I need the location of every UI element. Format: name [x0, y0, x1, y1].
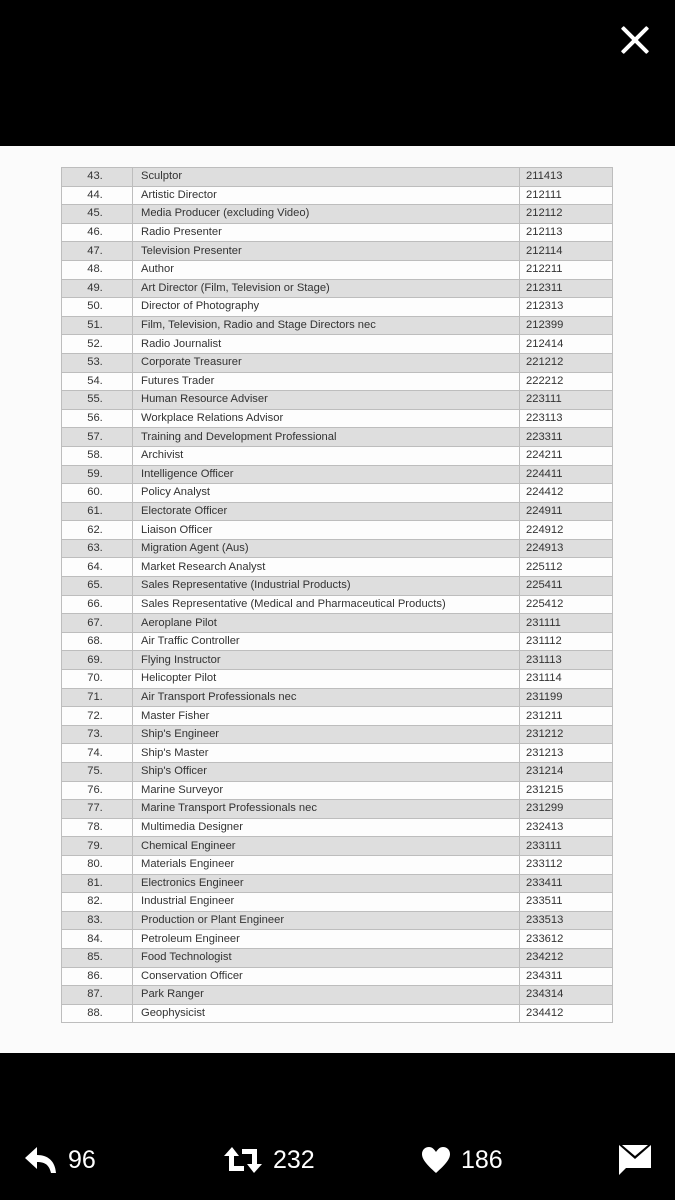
occupation-name: Master Fisher	[133, 707, 520, 726]
occupation-name: Park Ranger	[133, 986, 520, 1005]
table-row	[62, 967, 613, 986]
retweet-button[interactable]	[223, 1130, 315, 1190]
occupation-name: Air Traffic Controller	[133, 632, 520, 651]
occupation-code: 233612	[520, 930, 613, 949]
retweet-icon	[223, 1145, 263, 1175]
occupation-name: Art Director (Film, Television or Stage)	[133, 279, 520, 298]
occupation-code: 232413	[520, 818, 613, 837]
row-number: 80.	[62, 855, 133, 874]
row-number: 78.	[62, 818, 133, 837]
occupation-code: 211413	[520, 168, 613, 187]
occupation-code: 212111	[520, 186, 613, 205]
occupation-name: Television Presenter	[133, 242, 520, 261]
table-row	[62, 391, 613, 410]
table-row	[62, 744, 613, 763]
occupation-code: 225411	[520, 577, 613, 596]
table-row	[62, 409, 613, 428]
row-number: 75.	[62, 763, 133, 782]
row-number: 65.	[62, 577, 133, 596]
occupation-code: 223113	[520, 409, 613, 428]
row-number: 45.	[62, 205, 133, 224]
occupation-name: Human Resource Adviser	[133, 391, 520, 410]
row-number: 58.	[62, 446, 133, 465]
row-number: 43.	[62, 168, 133, 187]
row-number: 63.	[62, 539, 133, 558]
occupation-code: 225112	[520, 558, 613, 577]
table-row	[62, 855, 613, 874]
occupation-name: Air Transport Professionals nec	[133, 688, 520, 707]
row-number: 47.	[62, 242, 133, 261]
row-number: 59.	[62, 465, 133, 484]
row-number: 52.	[62, 335, 133, 354]
table-row	[62, 558, 613, 577]
row-number: 69.	[62, 651, 133, 670]
occupation-code: 225412	[520, 595, 613, 614]
table-row	[62, 502, 613, 521]
table-row	[62, 893, 613, 912]
row-number: 77.	[62, 800, 133, 819]
row-number: 49.	[62, 279, 133, 298]
table-row	[62, 279, 613, 298]
occupation-code: 212112	[520, 205, 613, 224]
envelope-icon	[618, 1144, 652, 1176]
occupation-name: Ship's Officer	[133, 763, 520, 782]
occupation-name: Artistic Director	[133, 186, 520, 205]
table-row	[62, 446, 613, 465]
document-photo[interactable]	[0, 146, 675, 1053]
occupation-code: 231114	[520, 670, 613, 689]
occupation-code: 234311	[520, 967, 613, 986]
occupation-name: Policy Analyst	[133, 484, 520, 503]
occupation-code: 224911	[520, 502, 613, 521]
occupation-name: Futures Trader	[133, 372, 520, 391]
occupation-name: Sales Representative (Medical and Pharmaceutical Products)	[133, 595, 520, 614]
occupation-code: 212211	[520, 260, 613, 279]
occupation-name: Archivist	[133, 446, 520, 465]
occupation-code: 231199	[520, 688, 613, 707]
occupation-code: 223311	[520, 428, 613, 447]
occupation-code: 224411	[520, 465, 613, 484]
table-row	[62, 763, 613, 782]
row-number: 53.	[62, 353, 133, 372]
row-number: 67.	[62, 614, 133, 633]
occupation-name: Geophysicist	[133, 1004, 520, 1023]
row-number: 51.	[62, 316, 133, 335]
row-number: 48.	[62, 260, 133, 279]
table-row	[62, 223, 613, 242]
occupation-code: 212399	[520, 316, 613, 335]
table-row	[62, 521, 613, 540]
table-row	[62, 260, 613, 279]
like-button[interactable]	[421, 1130, 503, 1190]
reply-count: 96	[68, 1145, 96, 1174]
occupation-code: 233513	[520, 911, 613, 930]
occupation-code: 231214	[520, 763, 613, 782]
table-row	[62, 651, 613, 670]
occupation-name: Marine Surveyor	[133, 781, 520, 800]
occupation-code: 224211	[520, 446, 613, 465]
occupation-code: 231213	[520, 744, 613, 763]
occupation-name: Workplace Relations Advisor	[133, 409, 520, 428]
row-number: 81.	[62, 874, 133, 893]
table-row	[62, 186, 613, 205]
table-row	[62, 595, 613, 614]
table-row	[62, 335, 613, 354]
table-row	[62, 168, 613, 187]
occupation-name: Intelligence Officer	[133, 465, 520, 484]
row-number: 60.	[62, 484, 133, 503]
table-row	[62, 911, 613, 930]
occupation-name: Aeroplane Pilot	[133, 614, 520, 633]
occupation-code: 231111	[520, 614, 613, 633]
row-number: 46.	[62, 223, 133, 242]
table-row	[62, 353, 613, 372]
row-number: 86.	[62, 967, 133, 986]
row-number: 82.	[62, 893, 133, 912]
table-row	[62, 316, 613, 335]
table-row	[62, 1004, 613, 1023]
occupation-code: 231212	[520, 725, 613, 744]
like-count: 186	[461, 1145, 503, 1174]
table-row	[62, 707, 613, 726]
occupation-name: Marine Transport Professionals nec	[133, 800, 520, 819]
occupation-name: Chemical Engineer	[133, 837, 520, 856]
occupation-name: Flying Instructor	[133, 651, 520, 670]
occupation-code: 231299	[520, 800, 613, 819]
row-number: 50.	[62, 298, 133, 317]
occupation-name: Film, Television, Radio and Stage Directors nec	[133, 316, 520, 335]
row-number: 70.	[62, 670, 133, 689]
occupation-code: 223111	[520, 391, 613, 410]
table-row	[62, 986, 613, 1005]
table-row	[62, 632, 613, 651]
occupation-code: 233112	[520, 855, 613, 874]
occupation-name: Production or Plant Engineer	[133, 911, 520, 930]
occupation-name: Electorate Officer	[133, 502, 520, 521]
occupation-code: 234212	[520, 948, 613, 967]
row-number: 61.	[62, 502, 133, 521]
table-row	[62, 242, 613, 261]
occupation-name: Sales Representative (Industrial Products)	[133, 577, 520, 596]
table-row	[62, 800, 613, 819]
occupation-name: Radio Journalist	[133, 335, 520, 354]
table-row	[62, 818, 613, 837]
occupation-name: Ship's Engineer	[133, 725, 520, 744]
occupation-code: 231215	[520, 781, 613, 800]
table-row	[62, 298, 613, 317]
row-number: 71.	[62, 688, 133, 707]
table-row	[62, 465, 613, 484]
occupation-name: Multimedia Designer	[133, 818, 520, 837]
row-number: 57.	[62, 428, 133, 447]
table-row	[62, 874, 613, 893]
table-row	[62, 614, 613, 633]
occupation-name: Food Technologist	[133, 948, 520, 967]
occupation-code: 233411	[520, 874, 613, 893]
occupation-name: Author	[133, 260, 520, 279]
row-number: 62.	[62, 521, 133, 540]
row-number: 56.	[62, 409, 133, 428]
table-row	[62, 688, 613, 707]
occupation-code: 234412	[520, 1004, 613, 1023]
occupation-code: 212113	[520, 223, 613, 242]
occupation-name: Ship's Master	[133, 744, 520, 763]
row-number: 55.	[62, 391, 133, 410]
occupation-code: 234314	[520, 986, 613, 1005]
table-row	[62, 372, 613, 391]
occupation-code: 224912	[520, 521, 613, 540]
occupation-table	[61, 167, 613, 1023]
occupation-name: Radio Presenter	[133, 223, 520, 242]
occupation-name: Director of Photography	[133, 298, 520, 317]
table-row	[62, 930, 613, 949]
reply-button[interactable]	[24, 1130, 96, 1190]
occupation-code: 212414	[520, 335, 613, 354]
row-number: 76.	[62, 781, 133, 800]
occupation-name: Electronics Engineer	[133, 874, 520, 893]
table-row	[62, 484, 613, 503]
occupation-name: Media Producer (excluding Video)	[133, 205, 520, 224]
occupation-code: 212313	[520, 298, 613, 317]
table-row	[62, 539, 613, 558]
row-number: 88.	[62, 1004, 133, 1023]
occupation-name: Training and Development Professional	[133, 428, 520, 447]
table-row	[62, 837, 613, 856]
close-button[interactable]	[617, 22, 653, 58]
table-row	[62, 428, 613, 447]
occupation-name: Helicopter Pilot	[133, 670, 520, 689]
occupation-code: 233111	[520, 837, 613, 856]
row-number: 68.	[62, 632, 133, 651]
occupation-name: Petroleum Engineer	[133, 930, 520, 949]
occupation-name: Sculptor	[133, 168, 520, 187]
occupation-name: Corporate Treasurer	[133, 353, 520, 372]
occupation-name: Market Research Analyst	[133, 558, 520, 577]
direct-message-button[interactable]	[618, 1130, 652, 1190]
occupation-code: 222212	[520, 372, 613, 391]
occupation-code: 212311	[520, 279, 613, 298]
occupation-code: 221212	[520, 353, 613, 372]
table-row	[62, 205, 613, 224]
row-number: 44.	[62, 186, 133, 205]
occupation-code: 231113	[520, 651, 613, 670]
row-number: 72.	[62, 707, 133, 726]
table-row	[62, 577, 613, 596]
retweet-count: 232	[273, 1145, 315, 1174]
occupation-code: 224412	[520, 484, 613, 503]
row-number: 84.	[62, 930, 133, 949]
occupation-code: 231112	[520, 632, 613, 651]
row-number: 83.	[62, 911, 133, 930]
tweet-action-bar	[0, 1130, 675, 1190]
row-number: 73.	[62, 725, 133, 744]
row-number: 54.	[62, 372, 133, 391]
row-number: 64.	[62, 558, 133, 577]
occupation-name: Liaison Officer	[133, 521, 520, 540]
row-number: 87.	[62, 986, 133, 1005]
occupation-name: Industrial Engineer	[133, 893, 520, 912]
table-row	[62, 670, 613, 689]
occupation-code: 231211	[520, 707, 613, 726]
heart-icon	[421, 1146, 451, 1174]
table-row	[62, 725, 613, 744]
row-number: 85.	[62, 948, 133, 967]
reply-icon	[24, 1145, 58, 1175]
occupation-name: Migration Agent (Aus)	[133, 539, 520, 558]
table-row	[62, 948, 613, 967]
row-number: 79.	[62, 837, 133, 856]
table-row	[62, 781, 613, 800]
occupation-name: Conservation Officer	[133, 967, 520, 986]
occupation-name: Materials Engineer	[133, 855, 520, 874]
row-number: 66.	[62, 595, 133, 614]
occupation-code: 212114	[520, 242, 613, 261]
row-number: 74.	[62, 744, 133, 763]
occupation-code: 224913	[520, 539, 613, 558]
occupation-code: 233511	[520, 893, 613, 912]
